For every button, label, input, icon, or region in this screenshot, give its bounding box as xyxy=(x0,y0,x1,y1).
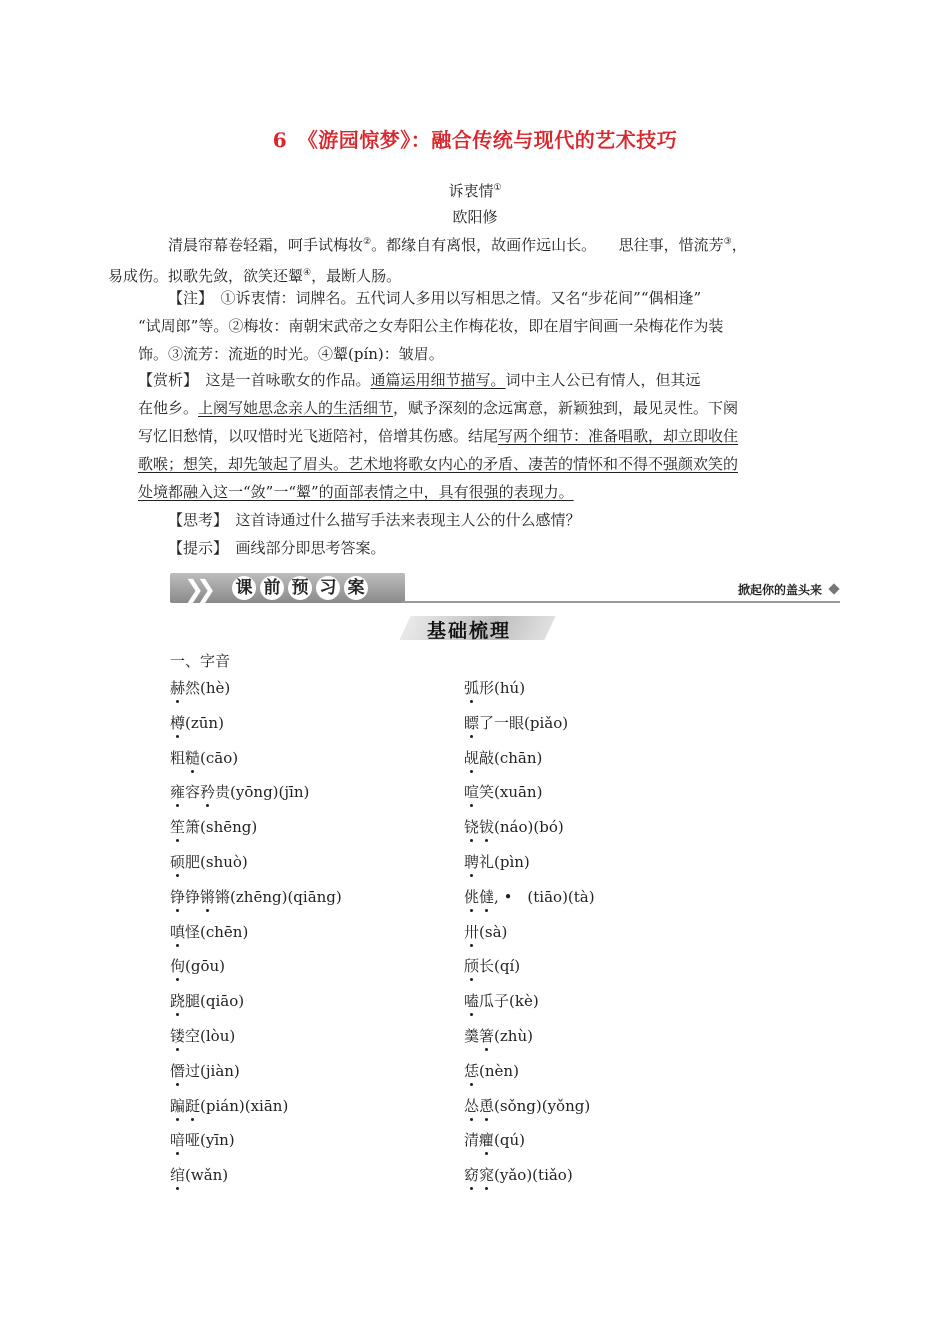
appreciation-text: 写忆旧愁情，以叹惜时光飞逝陪衬，倍增其伤感。结尾 xyxy=(138,427,499,445)
vocab-item xyxy=(464,1026,533,1046)
banner-subtitle: 掀起你的盖头来 xyxy=(737,583,822,597)
vocab-text: 铮 xyxy=(185,887,201,906)
vocab-text: (yǎo)(tiǎo) xyxy=(494,1166,573,1185)
vocab-item xyxy=(170,991,244,1011)
emphasized-char: 㒓 xyxy=(479,887,495,906)
appreciation xyxy=(138,366,818,506)
vocab-text: (sǒng)(yǒng) xyxy=(494,1096,591,1115)
diamond-icon xyxy=(828,583,839,594)
vocab-item xyxy=(464,1130,525,1150)
emphasized-char: 硕 xyxy=(170,853,186,871)
vocab-text: 贵(yōng)(jīn) xyxy=(215,783,310,802)
vocab-item xyxy=(170,782,309,802)
poem-line-2a: 易成伤。拟歌先敛，欲笑还颦 xyxy=(108,267,304,285)
vocab-text: 敲(chān) xyxy=(479,748,543,767)
vocab-text: 瓜子(kè) xyxy=(479,992,539,1011)
underlined-answer: 通篇运用细节描写。 xyxy=(370,371,506,389)
emphasized-char: 聘 xyxy=(464,853,480,871)
vocab-item xyxy=(464,713,568,733)
vocab-text: (nèn) xyxy=(479,1061,519,1080)
vocab-item xyxy=(170,1096,288,1116)
emphasized-char: 笙 xyxy=(170,818,186,837)
vocab-text: 哑(yīn) xyxy=(185,1131,235,1150)
appreciation-text: 词中主人公已有情人，但其远 xyxy=(505,371,701,389)
vocab-text: 礼(pìn) xyxy=(479,853,530,871)
emphasized-char: 喑 xyxy=(170,1131,186,1150)
footnote-marker: ① xyxy=(493,183,502,193)
vocab-item xyxy=(464,956,520,976)
poem-line-1b: 。都缘自有离恨，故画作远山长。 思往事，惜流芳 xyxy=(371,236,724,254)
vocab-text: 腿(qiāo) xyxy=(185,992,245,1011)
note-line: 【注】 ①诉衷情：词牌名。五代词人多用以写相思之情。又名“步花间”“偶相逢” xyxy=(168,289,702,307)
poem-line-1c: ， xyxy=(731,236,747,254)
emphasized-char: 镂 xyxy=(170,1027,186,1045)
vocab-text: 羹 xyxy=(464,1027,480,1045)
notes xyxy=(138,284,818,368)
vocab-text: 然(hè) xyxy=(185,679,231,697)
emphasized-char: 铮 xyxy=(170,887,186,906)
emphasized-char: 颀 xyxy=(464,957,480,976)
subsection-title: 基础梳理 xyxy=(427,620,512,642)
poem-name xyxy=(0,180,950,201)
chevron-right-icon: ❯❯ xyxy=(184,575,209,603)
emphasized-char: 钹 xyxy=(479,818,495,837)
vocab-text: 了一眼(piǎo) xyxy=(479,713,569,732)
poem-text xyxy=(108,228,818,290)
banner-title xyxy=(232,576,368,600)
emphasized-char: 弧 xyxy=(464,679,480,697)
appreciation-text: ，赋予深刻的念远寓意，新颖独到，最见灵性。下阕 xyxy=(393,399,739,417)
vocab-item xyxy=(170,817,257,837)
banner-rule xyxy=(402,601,840,603)
emphasized-char: 僭 xyxy=(170,1061,186,1080)
emphasized-char: 卅 xyxy=(464,922,480,941)
vocab-text: (wǎn) xyxy=(185,1166,229,1185)
appreciation-text: 在他乡。 xyxy=(138,399,199,417)
vocab-item xyxy=(464,748,542,768)
vocab-item xyxy=(170,1130,235,1150)
emphasized-char: 喧 xyxy=(464,783,480,802)
emphasized-char: 窈 xyxy=(464,1166,480,1185)
vocab-text: 肥(shuò) xyxy=(185,853,248,871)
vocab-item xyxy=(464,1096,590,1116)
vocab-text: (qú) xyxy=(494,1131,525,1150)
poem-author: 欧阳修 xyxy=(452,208,498,226)
emphasized-char: 樽 xyxy=(170,713,186,732)
vocab-item xyxy=(464,1165,573,1185)
poem-name-text: 诉衷情 xyxy=(448,182,494,200)
emphasized-char: 恿 xyxy=(479,1096,495,1115)
emphasized-char: 跹 xyxy=(185,1096,201,1115)
footnote-marker: ② xyxy=(363,237,372,247)
vocab-text: 容 xyxy=(185,783,201,802)
emphasized-char: 绾 xyxy=(170,1166,186,1185)
vocab-text: (zūn) xyxy=(185,713,224,732)
vocab-item xyxy=(464,887,595,907)
vocab-item xyxy=(464,678,525,698)
footnote-marker: ③ xyxy=(723,237,732,247)
vocab-text: 怪(chēn) xyxy=(185,922,249,941)
vocab-text: , • (tiāo)(tà) xyxy=(494,887,595,906)
note-line: “试周郎”等。②梅妆：南朝宋武帝之女寿阳公主作梅花妆，即在眉宇间画一朵梅花作为装 xyxy=(138,317,724,335)
vocab-item xyxy=(170,713,224,733)
vocab-item xyxy=(170,1026,235,1046)
subsection-heading: 一、字音 xyxy=(170,652,231,670)
emphasized-char: 雍 xyxy=(170,783,186,802)
vocab-item xyxy=(464,922,507,942)
emphasized-char: 觇 xyxy=(464,748,480,767)
poem-line-2b: ，最断人肠。 xyxy=(311,267,402,285)
vocab-item xyxy=(464,782,542,802)
emphasized-char: 恁 xyxy=(464,1061,480,1080)
vocab-text: 笑(xuān) xyxy=(479,783,543,802)
section-banner xyxy=(170,573,840,603)
appreciation-text: 【赏析】 这是一首咏歌女的作品。 xyxy=(138,371,371,389)
emphasized-char: 赫 xyxy=(170,679,186,697)
underlined-answer: 上阕写她思念亲人的生活细节 xyxy=(198,399,394,417)
footnote-marker: ④ xyxy=(303,268,312,278)
vocab-item xyxy=(170,1165,228,1185)
vocab-item xyxy=(170,1061,240,1081)
emphasized-char: 佝 xyxy=(170,957,186,976)
banner-char: 预 xyxy=(288,576,312,600)
emphasized-char: 窕 xyxy=(479,1166,495,1185)
vocab-text: (gōu) xyxy=(185,957,226,976)
vocab-item xyxy=(464,817,564,837)
emphasized-char: 佻 xyxy=(464,887,480,906)
emphasized-char: 嗑 xyxy=(464,992,480,1011)
emphasized-char: 矜 xyxy=(200,783,216,802)
vocab-text: 箫(shēng) xyxy=(185,818,258,837)
vocab-item xyxy=(170,678,230,698)
vocab-item xyxy=(464,852,530,872)
vocab-item xyxy=(170,956,225,976)
emphasized-char: 箸 xyxy=(479,1027,495,1045)
emphasized-char: 跷 xyxy=(170,992,186,1011)
page-title: 6 《游园惊梦》：融合传统与现代的艺术技巧 xyxy=(272,128,678,152)
think-question: 【思考】 这首诗通过什么描写手法来表现主人公的什么感情？ xyxy=(168,511,581,529)
vocab-text: (zhù) xyxy=(494,1027,533,1045)
underlined-answer: 写两个细节：准备唱歌，却立即收住 xyxy=(498,427,739,445)
vocab-text: 空(lòu) xyxy=(185,1027,236,1045)
emphasized-char: 癯 xyxy=(479,1131,495,1150)
underlined-answer: 处境都融入这一“敛”一“颦”的面部表情之中，具有很强的表现力。 xyxy=(138,483,574,501)
vocab-item xyxy=(170,748,238,768)
emphasized-char: 蹁 xyxy=(170,1096,186,1115)
subsection-banner xyxy=(405,612,550,642)
vocab-text: 清 xyxy=(464,1131,480,1150)
poem-line-1a: 清晨帘幕卷轻霜，呵手试梅妆 xyxy=(168,236,364,254)
vocab-text: 形(hú) xyxy=(479,679,526,697)
emphasized-char: 糙 xyxy=(185,748,201,767)
banner-char: 习 xyxy=(316,576,340,600)
vocab-text: (sà) xyxy=(479,922,508,941)
hint: 【提示】 画线部分即思考答案。 xyxy=(168,539,386,557)
banner-char: 课 xyxy=(232,576,256,600)
vocab-text: 过(jiàn) xyxy=(185,1061,240,1080)
banner-char: 案 xyxy=(344,576,368,600)
vocab-text: (náo)(bó) xyxy=(494,818,564,837)
vocab-item xyxy=(170,852,248,872)
vocab-text: (cāo) xyxy=(200,748,239,767)
vocab-item xyxy=(170,887,342,907)
vocab-text: 粗 xyxy=(170,748,186,767)
vocab-item xyxy=(464,1061,519,1081)
vocab-text: 锵(zhēng)(qiāng) xyxy=(215,887,342,906)
emphasized-char: 瞟 xyxy=(464,713,480,732)
emphasized-char: 锵 xyxy=(200,887,216,906)
emphasized-char: 怂 xyxy=(464,1096,480,1115)
vocab-item xyxy=(170,922,248,942)
banner-char: 前 xyxy=(260,576,284,600)
vocab-text: (pián)(xiān) xyxy=(200,1096,289,1115)
note-line: 饰。③流芳：流逝的时光。④颦(pín)：皱眉。 xyxy=(138,345,444,363)
vocab-text: 长(qí) xyxy=(479,957,521,976)
underlined-answer: 歌喉；想笑，却先皱起了眉头。艺术地将歌女内心的矛盾、凄苦的情怀和不得不强颜欢笑的 xyxy=(138,455,739,473)
vocab-item xyxy=(464,991,539,1011)
emphasized-char: 铙 xyxy=(464,818,480,837)
emphasized-char: 嗔 xyxy=(170,922,186,941)
